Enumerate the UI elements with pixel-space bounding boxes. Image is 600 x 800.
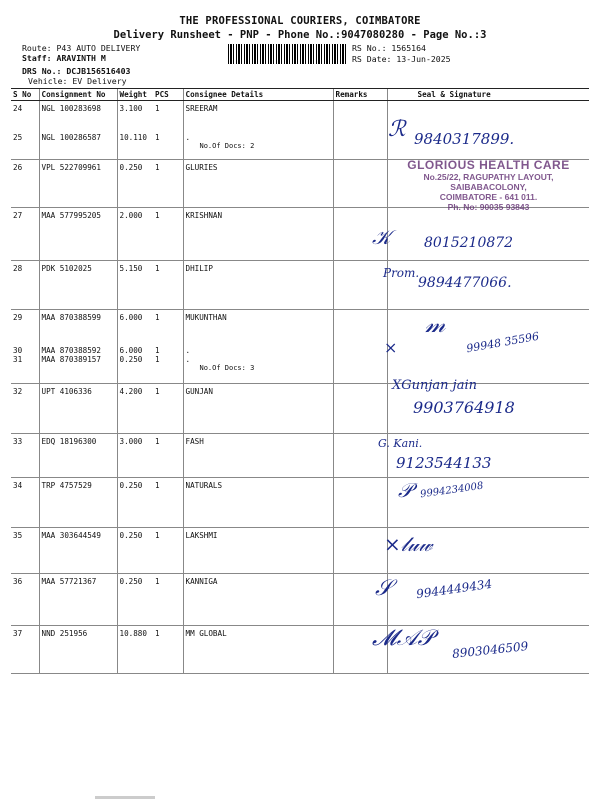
cell-sno — [11, 208, 39, 261]
barcode — [228, 44, 346, 64]
cell-weight — [117, 528, 153, 574]
cell-consignee — [183, 434, 333, 478]
handwritten-phone: 9894477066. — [418, 275, 512, 291]
cell-consignee-line: DHILIP — [185, 264, 213, 273]
cell-consignment-no-line: MAA 870388592 — [41, 346, 101, 355]
signature-mark: 𝓂 — [425, 310, 446, 338]
cell-consignee — [183, 528, 333, 574]
stamp-address-2: SAIBABACOLONY, — [450, 182, 527, 192]
company-stamp — [396, 158, 581, 212]
stamp-phone: Ph. No: 90035 93843 — [447, 202, 530, 212]
cell-weight-line: 4.200 — [119, 387, 143, 396]
cell-pcs — [153, 160, 183, 208]
scan-smudge — [95, 796, 155, 799]
cell-pcs — [153, 208, 183, 261]
cell-remarks — [333, 101, 387, 160]
cell-remarks — [333, 160, 387, 208]
signature-mark: 𝒮 — [375, 576, 393, 601]
col-pcs: PCS — [153, 89, 183, 101]
table-row — [11, 434, 589, 478]
cell-sno-line: 25 — [13, 133, 23, 142]
staff-label: Staff: — [22, 53, 52, 63]
signature-mark: ×𝓁𝓊𝓌 — [384, 532, 433, 556]
cell-pcs-line — [155, 322, 181, 346]
cell-pcs — [153, 528, 183, 574]
col-consignment: Consignment No — [39, 89, 117, 101]
cell-consignee-line: KRISHNAN — [185, 211, 223, 220]
table-row — [11, 528, 589, 574]
cell-sno — [11, 384, 39, 434]
cell-pcs-line: 1 — [155, 163, 160, 172]
cell-sno — [11, 261, 39, 310]
cell-sno — [11, 160, 39, 208]
handwritten-phone: 99948 35596 — [465, 329, 541, 356]
document-title: THE PROFESSIONAL COURIERS, COIMBATORE — [179, 15, 421, 27]
col-consignee: Consignee Details — [183, 89, 333, 101]
cell-remarks — [333, 261, 387, 310]
cell-sno-line: 28 — [13, 264, 23, 273]
docs-count: No.Of Docs: 3 — [199, 364, 255, 372]
drs-info — [22, 66, 130, 77]
cell-sno — [11, 434, 39, 478]
cell-sno — [11, 478, 39, 528]
route-info: Route: P43 AUTO DELIVERY — [22, 43, 141, 53]
cell-consignment-no — [39, 574, 117, 626]
cell-pcs — [153, 101, 183, 160]
signature-mark: 𝒦 — [372, 225, 391, 249]
cell-sno-line: 36 — [13, 577, 23, 586]
cell-sno — [11, 528, 39, 574]
col-seal-signature: Seal & Signature — [387, 89, 589, 101]
cell-weight — [117, 626, 153, 674]
cell-pcs-line: 1 — [155, 104, 160, 113]
cell-weight-line — [120, 322, 152, 346]
cell-consignment-no-line: NGL 100286587 — [41, 133, 101, 142]
cell-consignment-no-line: MAA 870388599 — [41, 313, 101, 322]
cell-pcs — [153, 478, 183, 528]
cell-weight-line: 0.250 — [119, 355, 143, 364]
cell-consignee-line: GLURIES — [185, 163, 218, 172]
cell-weight — [117, 208, 153, 261]
cell-sno-line: 37 — [13, 629, 23, 638]
cell-weight — [117, 310, 153, 384]
cell-seal-signature — [387, 478, 589, 528]
cell-consignee-line: LAKSHMI — [185, 531, 218, 540]
cell-sno-line: 29 — [13, 313, 23, 322]
cell-pcs-line: 1 — [155, 629, 160, 638]
cell-consignment-no-line: EDQ 18196300 — [41, 437, 97, 446]
col-weight: Weight — [117, 89, 153, 101]
cell-consignee-line: MUKUNTHAN — [185, 313, 227, 322]
cell-weight-line: 10.110 — [119, 133, 147, 142]
handwritten-name: XGunjan jain — [392, 378, 477, 393]
table-row — [11, 208, 589, 261]
cell-sno-line — [13, 113, 37, 133]
cell-weight-line: 0.250 — [119, 577, 143, 586]
cell-weight-line: 0.250 — [119, 163, 143, 172]
signature-mark: 𝓜𝒜𝒫 — [372, 626, 434, 651]
cell-consignment-no-line: TRP 4757529 — [41, 481, 92, 490]
cell-sno-line: 32 — [13, 387, 23, 396]
cell-pcs-line: 1 — [155, 264, 160, 273]
cell-consignment-no — [39, 478, 117, 528]
cell-sno — [11, 101, 39, 160]
docs-count: No.Of Docs: 2 — [199, 142, 255, 150]
handwritten-phone: 9903764918 — [413, 398, 515, 417]
cell-consignment-no-line: VPL 522709961 — [41, 163, 101, 172]
cell-weight — [117, 101, 153, 160]
cell-pcs-line: 1 — [155, 355, 160, 364]
cell-consignee-line — [186, 113, 331, 133]
cell-pcs-line: 1 — [155, 531, 160, 540]
cell-consignee — [183, 208, 333, 261]
cell-consignee-line — [186, 322, 331, 346]
cell-consignment-no-line: MAA 303644549 — [41, 531, 101, 540]
signature-mark: 𝒫 — [398, 478, 413, 502]
cell-consignment-no-line: NGL 100283698 — [41, 104, 101, 113]
handwritten-phone: 9944449434 — [415, 576, 493, 602]
handwritten-phone: 9994234008 — [419, 480, 485, 501]
cell-consignment-no — [39, 101, 117, 160]
cell-pcs-line: 1 — [155, 346, 160, 355]
handwritten-name: Prom. — [383, 266, 420, 280]
cell-pcs — [153, 434, 183, 478]
handwritten-phone: 9123544133 — [396, 454, 492, 472]
cell-consignment-no-line: MAA 57721367 — [41, 577, 97, 586]
drs-label: DRS No.: — [22, 66, 62, 76]
cell-consignee-line: GUNJAN — [185, 387, 213, 396]
rs-number: RS No.: 1565164 — [352, 43, 426, 53]
cell-consignee-line: . — [185, 355, 191, 364]
cell-pcs-line: 1 — [155, 437, 160, 446]
cell-remarks — [333, 478, 387, 528]
cell-pcs — [153, 384, 183, 434]
cell-consignment-no-line: PDK 5102025 — [41, 264, 92, 273]
handwritten-phone: 8015210872 — [424, 235, 514, 251]
handwritten-phone: 8903046509 — [451, 639, 529, 661]
cell-pcs-line: 1 — [155, 481, 160, 490]
cell-sno-line — [13, 322, 37, 346]
cell-weight-line: 2.000 — [119, 211, 143, 220]
cell-sno-line: 33 — [13, 437, 23, 446]
cell-remarks — [333, 384, 387, 434]
cell-pcs-line: 1 — [155, 387, 160, 396]
cell-weight-line — [120, 113, 152, 133]
cell-remarks — [333, 310, 387, 384]
col-remarks: Remarks — [333, 89, 387, 101]
cell-consignment-no-line — [42, 322, 115, 346]
cell-consignee-line: . — [185, 133, 191, 142]
stamp-company-name: GLORIOUS HEALTH CARE — [407, 158, 570, 172]
cell-consignment-no-line: UPT 4106336 — [41, 387, 92, 396]
col-sno: S No — [11, 89, 39, 101]
signature-mark: × — [384, 338, 398, 357]
cell-consignment-no-line: MAA 870389157 — [41, 355, 101, 364]
cell-consignment-no — [39, 160, 117, 208]
cell-consignee-line: NATURALS — [185, 481, 223, 490]
cell-sno-line: 27 — [13, 211, 23, 220]
stamp-address-1: No.25/22, RAGUPATHY LAYOUT, — [423, 172, 554, 182]
cell-weight-line: 0.250 — [119, 481, 143, 490]
cell-consignment-no-line — [42, 113, 115, 133]
cell-weight-line: 10.880 — [119, 629, 147, 638]
cell-consignee — [183, 384, 333, 434]
cell-consignment-no — [39, 528, 117, 574]
signature-mark: ℛ — [388, 117, 406, 142]
table-header — [11, 89, 589, 101]
cell-weight-line: 3.100 — [119, 104, 143, 113]
cell-consignee-line: . — [185, 346, 191, 355]
stamp-address-3: COIMBATORE - 641 011. — [439, 192, 538, 202]
cell-consignee-line: SREERAM — [185, 104, 218, 113]
rs-date: RS Date: 13-Jun-2025 — [352, 54, 451, 64]
cell-pcs-line: 1 — [155, 211, 160, 220]
cell-consignment-no — [39, 261, 117, 310]
cell-pcs — [153, 261, 183, 310]
drs-value: DCJB156516403 — [66, 66, 131, 76]
cell-sno-line: 24 — [13, 104, 23, 113]
cell-pcs-line: 1 — [155, 577, 160, 586]
cell-consignment-no — [39, 384, 117, 434]
cell-consignee-line: MM GLOBAL — [185, 629, 227, 638]
vehicle-info: Vehicle: EV Delivery — [28, 76, 127, 86]
cell-pcs — [153, 310, 183, 384]
cell-consignment-no — [39, 434, 117, 478]
cell-remarks — [333, 528, 387, 574]
cell-consignee-line: KANNIGA — [185, 577, 218, 586]
cell-weight-line: 6.000 — [119, 313, 143, 322]
cell-weight — [117, 574, 153, 626]
cell-pcs-line — [155, 113, 181, 133]
cell-pcs-line: 1 — [155, 313, 160, 322]
cell-weight — [117, 434, 153, 478]
cell-consignment-no-line: MAA 577995205 — [41, 211, 101, 220]
cell-pcs-line: 1 — [155, 133, 160, 142]
cell-consignment-no-line: NND 251956 — [41, 629, 88, 638]
cell-sno-line: 30 — [13, 346, 23, 355]
cell-consignee — [183, 626, 333, 674]
handwritten-phone: 9840317899. — [414, 130, 515, 148]
cell-weight-line: 0.250 — [119, 531, 143, 540]
cell-sno-line: 34 — [13, 481, 23, 490]
table-row — [11, 574, 589, 626]
cell-pcs — [153, 626, 183, 674]
cell-sno-line: 31 — [13, 355, 23, 364]
cell-weight-line: 5.150 — [119, 264, 143, 273]
handwritten-name: G. Kani. — [378, 437, 423, 450]
document-subtitle: Delivery Runsheet - PNP - Phone No.:9047080280 - Page No.:3 — [113, 29, 487, 41]
cell-pcs — [153, 574, 183, 626]
table-row — [11, 478, 589, 528]
cell-consignee — [183, 101, 333, 160]
cell-sno-line: 35 — [13, 531, 23, 540]
cell-weight-line: 3.000 — [119, 437, 143, 446]
cell-consignment-no — [39, 310, 117, 384]
cell-consignee-line: FASH — [185, 437, 204, 446]
cell-sno — [11, 626, 39, 674]
cell-sno-line: 26 — [13, 163, 23, 172]
cell-consignment-no — [39, 626, 117, 674]
cell-consignee — [183, 478, 333, 528]
staff-value: ARAVINTH M — [56, 53, 106, 63]
cell-consignee — [183, 261, 333, 310]
cell-consignee — [183, 160, 333, 208]
staff-info — [22, 53, 106, 64]
cell-sno — [11, 574, 39, 626]
cell-consignee — [183, 310, 333, 384]
cell-seal-signature — [387, 208, 589, 261]
cell-consignment-no — [39, 208, 117, 261]
cell-weight — [117, 478, 153, 528]
cell-consignee — [183, 574, 333, 626]
cell-weight-line: 6.000 — [119, 346, 143, 355]
cell-weight — [117, 160, 153, 208]
cell-sno — [11, 310, 39, 384]
cell-weight — [117, 384, 153, 434]
cell-weight — [117, 261, 153, 310]
